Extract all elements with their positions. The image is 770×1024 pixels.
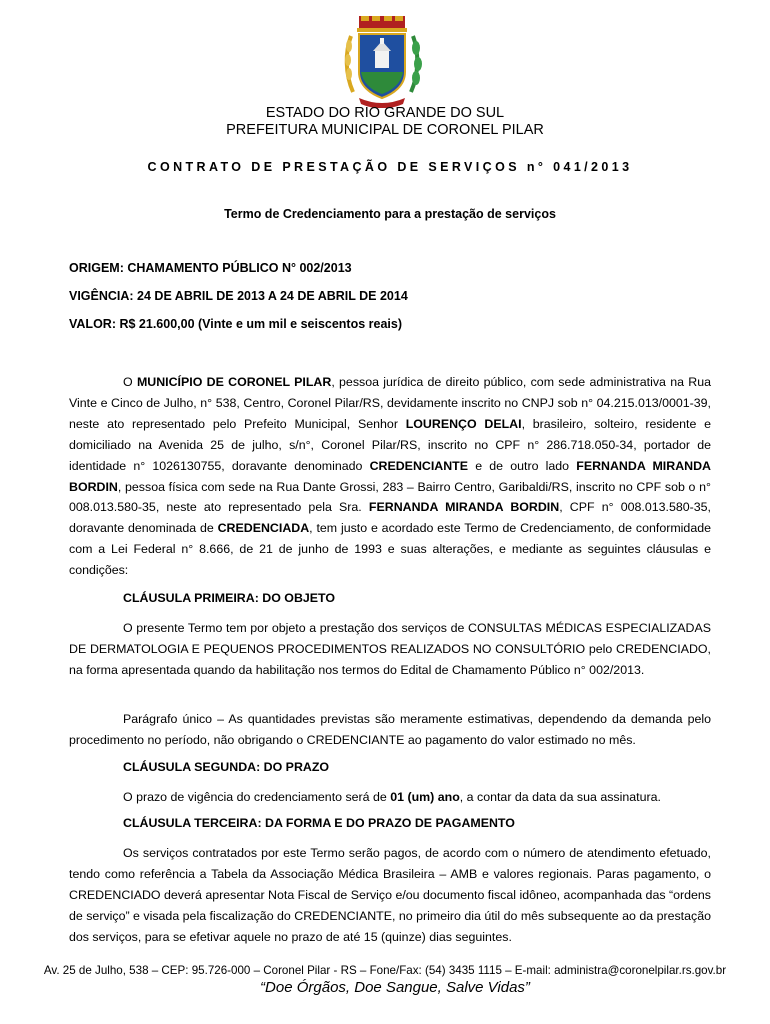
clause-1-text: O presente Termo tem por objeto a prestação dos serviços de CONSULTAS MÉDICAS ESPECIALIZADAS DE DERMATOLOGIA E PEQUENOS PROCEDIMENTOS REALIZADOS NO CONSULTÓRIO pelo CREDENCIADO, na forma apresentada quando da habilitação nos termos do Edital de Chamamento Público n° 002/2013. [69,621,711,677]
clause-3-title: CLÁUSULA TERCEIRA: DA FORMA E DO PRAZO DE PAGAMENTO [123,816,515,830]
prefecture-heading: PREFEITURA MUNICIPAL DE CORONEL PILAR [226,122,544,138]
mayor-name: LOURENÇO DELAI [405,416,522,431]
vigencia-line: VIGÊNCIA: 24 DE ABRIL DE 2013 A 24 DE ABRIL DE 2014 [69,289,408,303]
origin-line: ORIGEM: CHAMAMENTO PÚBLICO N° 002/2013 [69,261,352,275]
state-heading: ESTADO DO RIO GRANDE DO SUL [265,105,505,121]
term-duration: 01 (um) ano [390,790,460,804]
intro-text: , tem justo e acordado este Termo de Credenciamento, de conformidade com a Lei Federal n° 8.666, de 21 de junho de 1993 e suas alterações, e mediante as seguintes cláusulas e condições: [69,521,711,578]
mural-crown [357,16,407,32]
intro-text: , CPF n° 008.013.580-35, doravante denominada de [69,500,711,536]
intro-text: O [123,375,137,389]
footer-address: Av. 25 de Julho, 538 – CEP: 95.726-000 – Coronel Pilar - RS – Fone/Fax: (54) 3435 1115 – E-mail: administra@coronelpilar.rs.gov.br [43,964,727,977]
footer-motto: “Doe Órgãos, Doe Sangue, Salve Vidas” [260,979,530,996]
contract-subtitle: Termo de Credenciamento para a prestação de serviços [224,207,556,221]
contract-title: CONTRATO DE PRESTAÇÃO DE SERVIÇOS n° 041/2013 [147,160,633,174]
contractor-name: FERNANDA MIRANDA BORDIN [69,458,711,494]
municipal-coat-of-arms [339,14,425,108]
clause-2-text-part: , a contar da data da sua assinatura. [459,790,661,804]
wheat-branch [345,36,353,92]
intro-text: e de outro lado [468,458,577,473]
intro-text: , brasileiro, solteiro, residente e domiciliado na Avenida 25 de julho, s/n°, Coronel Pilar/RS, inscrito no CPF n° 286.718.050-34, portador de identidade n° 1026130755, doravante denominado [69,416,711,473]
credenciante-term: CREDENCIANTE [369,458,469,473]
paragraph-unico: Parágrafo único – As quantidades previstas são meramente estimativas, dependendo da demanda pelo procedimento no período, não obrigando o CREDENCIANTE ao pagamento do valor estimado no mês. [69,712,711,747]
clause-2-text [69,787,711,808]
intro-paragraph [69,372,711,581]
clause-1-title: CLÁUSULA PRIMEIRA: DO OBJETO [123,591,336,605]
intro-text: , pessoa física com sede na Rua Dante Grossi, 283 – Bairro Centro, Garibaldi/RS, inscrito no CPF sob o n° 008.013.580-35, neste ato representado pela Sra. [69,479,711,515]
shield [359,34,405,98]
credenciada-term: CREDENCIADA [217,521,310,536]
green-branch [411,36,422,92]
representative-name: FERNANDA MIRANDA BORDIN [368,500,560,515]
clause-3-text: Os serviços contratados por este Termo serão pagos, de acordo com o número de atendimento efetuado, tendo como referência a Tabela da Associação Médica Brasileira – AMB e valores regionais. Paras pagamento, o CREDENCIADO deverá apresentar Nota Fiscal de Serviço e/ou documento fiscal idôneo, acompanhada das “ordens de serviço” e visada pela fiscalização do CREDENCIANTE, no primeiro dia útil do mês subsequente ao da prestação dos serviços, para se efetivar aquele no prazo de até 15 (quinze) dias seguintes. [69,846,711,944]
valor-line: VALOR: R$ 21.600,00 (Vinte e um mil e seiscentos reais) [69,317,403,331]
clause-2-title: CLÁUSULA SEGUNDA: DO PRAZO [123,760,330,774]
clause-2-text-part: O prazo de vigência do credenciamento será de [123,790,391,804]
intro-text: , pessoa jurídica de direito público, com sede administrativa na Rua Vinte e Cinco de Julho, n° 538, Centro, Coronel Pilar/RS, devidamente inscrito no CNPJ sob n° 04.215.013/0001-39, neste ato representado pelo Prefeito Municipal, Senhor [69,375,711,431]
municipality-name: MUNICÍPIO DE CORONEL PILAR [136,375,332,389]
